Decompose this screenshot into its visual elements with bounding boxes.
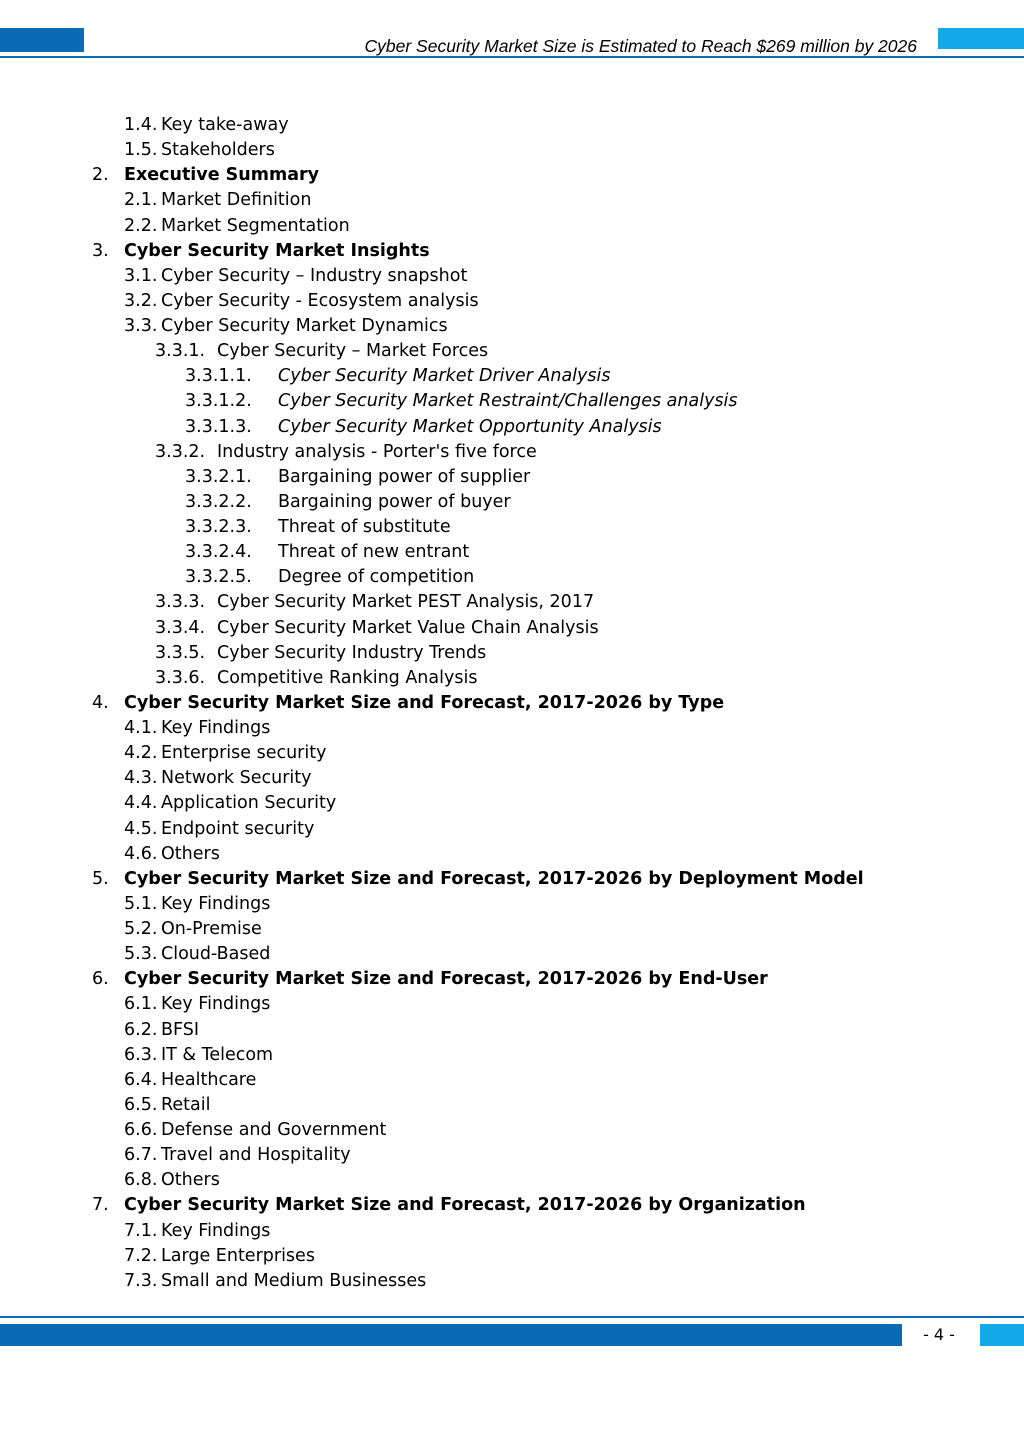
toc-entry-title: Degree of competition (278, 567, 475, 588)
toc-entry-number: 3.3.3. (155, 592, 206, 613)
toc-entry-title: Cyber Security Market Insights (124, 240, 430, 261)
toc-entry-title: Others (161, 1170, 220, 1191)
toc-entry-title: Cyber Security Market Opportunity Analysis (278, 416, 662, 437)
toc-entry-number: 6.1. (124, 994, 158, 1015)
toc-entry-title: Stakeholders (161, 140, 275, 161)
header-title: Cyber Security Market Size is Estimated to Reach $269 million by 2026 (364, 36, 917, 56)
toc-entry (0, 314, 1024, 339)
toc-entry (0, 892, 1024, 917)
toc-entry (0, 1093, 1024, 1118)
toc-entry-number: 2.1. (124, 190, 158, 211)
toc-entry-title: Cyber Security Industry Trends (217, 642, 487, 663)
toc-entry (0, 163, 1024, 188)
toc-entry-title: Enterprise security (161, 743, 327, 764)
toc-entry (0, 214, 1024, 239)
toc-entry-title: Cyber Security Market Driver Analysis (278, 366, 611, 387)
toc-entry-title: Travel and Hospitality (161, 1145, 351, 1166)
toc-entry (0, 666, 1024, 691)
toc-entry (0, 264, 1024, 289)
toc-entry-title: Cyber Security Market Size and Forecast, 2017-2026 by Deployment Model (124, 868, 864, 889)
toc-entry (0, 641, 1024, 666)
toc-entry-number: 4.3. (124, 768, 158, 789)
toc-entry-number: 5.2. (124, 919, 158, 939)
toc-entry (0, 867, 1024, 892)
toc-entry (0, 415, 1024, 440)
toc-entry (0, 1118, 1024, 1143)
toc-entry (0, 817, 1024, 842)
toc-entry-number: 3.1. (124, 265, 158, 286)
toc-entry (0, 942, 1024, 967)
toc-entry (0, 842, 1024, 867)
toc-entry-title: Threat of substitute (278, 517, 451, 537)
toc-entry-number: 7. (92, 1195, 109, 1216)
toc-entry-title: On-Premise (161, 919, 262, 939)
toc-entry-title: Large Enterprises (161, 1245, 315, 1266)
toc-entry-title: Cyber Security Market Size and Forecast, 2017-2026 by Organization (124, 1195, 806, 1216)
toc-entry (0, 967, 1024, 992)
toc-entry-number: 3.3.4. (155, 617, 206, 638)
toc-entry-number: 3. (92, 240, 109, 261)
toc-entry-title: Application Security (161, 793, 337, 814)
toc-entry-title: Executive Summary (124, 165, 320, 186)
toc-entry (0, 490, 1024, 515)
toc-entry-title: Cyber Security Market Dynamics (161, 316, 448, 336)
toc-entry-number: 4.1. (124, 718, 158, 738)
toc-entry (0, 113, 1024, 138)
toc-entry-number: 1.5. (124, 140, 158, 161)
toc-entry-number: 6. (92, 969, 109, 990)
toc-entry-number: 5. (92, 868, 109, 889)
toc-entry (0, 565, 1024, 590)
toc-entry-number: 6.3. (124, 1044, 158, 1065)
toc-entry-title: Cyber Security Market PEST Analysis, 2017 (217, 592, 595, 613)
toc-entry (0, 339, 1024, 364)
toc-entry-number: 5.3. (124, 944, 158, 965)
toc-entry-number: 1.4. (124, 115, 158, 135)
toc-entry (0, 766, 1024, 791)
toc-entry-number: 3.2. (124, 290, 158, 311)
toc-entry (0, 741, 1024, 766)
toc-entry-number: 5.1. (124, 893, 158, 914)
toc-entry-number: 7.1. (124, 1220, 158, 1241)
toc-entry (0, 691, 1024, 716)
toc-entry-title: Cyber Security – Industry snapshot (161, 265, 468, 286)
toc-entry (0, 138, 1024, 163)
table-of-contents (0, 113, 1024, 1294)
toc-entry (0, 239, 1024, 264)
toc-entry-number: 3.3. (124, 316, 158, 336)
toc-entry-title: Key Findings (161, 994, 271, 1015)
toc-entry (0, 515, 1024, 540)
toc-entry (0, 590, 1024, 615)
toc-entry-number: 3.3.2.3. (185, 517, 252, 537)
toc-entry (0, 1244, 1024, 1269)
toc-entry-number: 3.3.2.4. (185, 542, 252, 563)
toc-entry-title: Small and Medium Businesses (161, 1270, 427, 1291)
toc-entry-number: 3.3.1.2. (185, 391, 252, 412)
toc-entry (0, 616, 1024, 641)
toc-entry-number: 2. (92, 165, 109, 186)
toc-entry-number: 3.3.1. (155, 341, 206, 362)
header-rule (0, 56, 1024, 58)
toc-entry-title: Key take-away (161, 115, 289, 135)
toc-entry-title: Cyber Security Market Size and Forecast, 2017-2026 by End-User (124, 969, 768, 990)
toc-entry (0, 992, 1024, 1017)
toc-entry-number: 3.3.2.1. (185, 466, 252, 487)
toc-entry (0, 1269, 1024, 1294)
toc-entry-number: 3.3.5. (155, 642, 206, 663)
toc-entry (0, 364, 1024, 389)
toc-entry-title: Key Findings (161, 893, 271, 914)
toc-entry-title: Healthcare (161, 1069, 257, 1090)
toc-entry-number: 3.3.1.1. (185, 366, 252, 387)
toc-entry-number: 4.2. (124, 743, 158, 764)
toc-entry-number: 4.6. (124, 843, 158, 864)
toc-entry (0, 1068, 1024, 1093)
toc-entry (0, 791, 1024, 816)
toc-entry (0, 716, 1024, 741)
toc-entry-title: Cyber Security Market Size and Forecast, 2017-2026 by Type (124, 692, 725, 713)
toc-entry-number: 4. (92, 692, 109, 713)
toc-entry-number: 6.5. (124, 1094, 158, 1115)
toc-entry-number: 6.6. (124, 1120, 158, 1140)
footer-accent-bar (0, 1324, 902, 1346)
toc-entry-number: 3.3.6. (155, 667, 206, 688)
toc-entry-title: Threat of new entrant (278, 542, 470, 563)
toc-entry-title: Market Segmentation (161, 215, 350, 236)
toc-entry-title: Network Security (161, 768, 312, 789)
toc-entry-title: Retail (161, 1094, 211, 1115)
header-accent-block-left (0, 28, 84, 52)
toc-entry-title: Cyber Security Market Value Chain Analysis (217, 617, 599, 638)
toc-entry-number: 7.2. (124, 1245, 158, 1266)
toc-entry-number: 3.3.2.5. (185, 567, 252, 588)
toc-entry-title: Bargaining power of buyer (278, 491, 511, 512)
toc-entry-number: 3.3.1.3. (185, 416, 252, 437)
toc-entry-title: Market Definition (161, 190, 312, 211)
toc-entry (0, 1219, 1024, 1244)
toc-entry (0, 540, 1024, 565)
toc-entry-number: 2.2. (124, 215, 158, 236)
toc-entry-title: Key Findings (161, 718, 271, 738)
toc-entry (0, 1018, 1024, 1043)
toc-entry (0, 440, 1024, 465)
toc-entry-number: 6.8. (124, 1170, 158, 1191)
toc-entry-title: BFSI (161, 1019, 200, 1040)
toc-entry (0, 1168, 1024, 1193)
toc-entry (0, 1043, 1024, 1068)
toc-entry-number: 6.7. (124, 1145, 158, 1166)
toc-entry-title: Key Findings (161, 1220, 271, 1241)
toc-entry (0, 917, 1024, 942)
toc-entry (0, 1193, 1024, 1218)
toc-entry-title: Cyber Security - Ecosystem analysis (161, 290, 479, 311)
toc-entry-number: 4.5. (124, 818, 158, 839)
toc-entry-number: 4.4. (124, 793, 158, 814)
toc-entry (0, 1143, 1024, 1168)
footer-rule (0, 1316, 1024, 1318)
toc-entry-title: Competitive Ranking Analysis (217, 667, 478, 688)
toc-entry (0, 289, 1024, 314)
toc-entry-title: Endpoint security (161, 818, 315, 839)
toc-entry-title: Defense and Government (161, 1120, 387, 1140)
toc-entry-title: Others (161, 843, 220, 864)
toc-entry (0, 188, 1024, 213)
toc-entry (0, 389, 1024, 414)
toc-entry-number: 7.3. (124, 1270, 158, 1291)
toc-entry-title: Cyber Security Market Restraint/Challenges analysis (278, 391, 738, 412)
page-number: - 4 - (923, 1325, 955, 1344)
header-accent-block-right (938, 28, 1024, 49)
toc-entry (0, 465, 1024, 490)
toc-entry-title: Cyber Security – Market Forces (217, 341, 489, 362)
toc-entry-number: 6.4. (124, 1069, 158, 1090)
toc-entry-number: 3.3.2. (155, 441, 206, 462)
toc-entry-title: IT & Telecom (161, 1044, 274, 1065)
toc-entry-title: Bargaining power of supplier (278, 466, 531, 487)
toc-entry-number: 3.3.2.2. (185, 491, 252, 512)
toc-entry-title: Cloud-Based (161, 944, 271, 965)
footer-accent-block-right (980, 1324, 1024, 1346)
toc-entry-number: 6.2. (124, 1019, 158, 1040)
toc-entry-title: Industry analysis - Porter's five force (217, 441, 537, 462)
